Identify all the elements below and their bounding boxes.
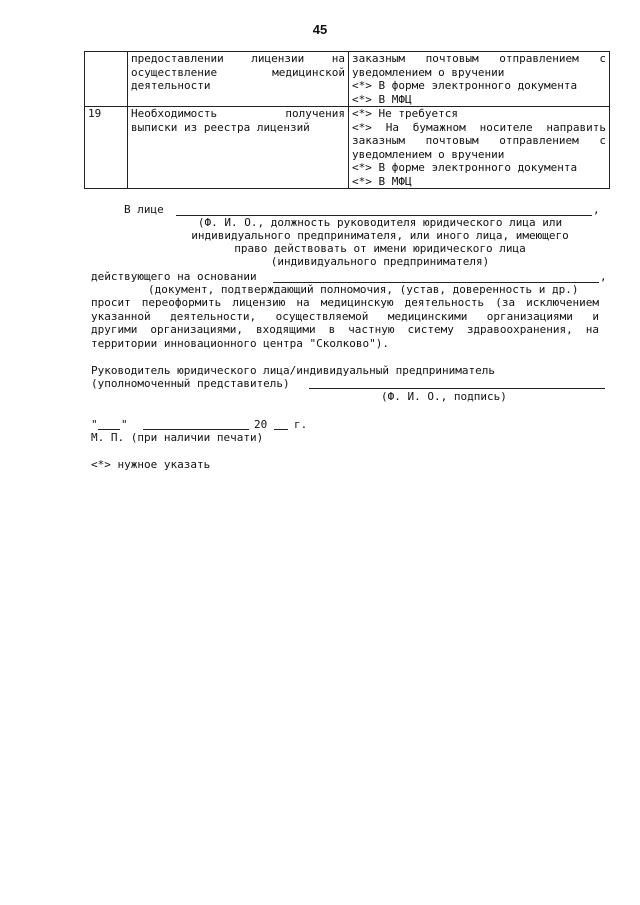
fio-caption-line: (Ф. И. О., должность руководителя юридического лица или bbox=[197, 216, 563, 229]
table-row bbox=[85, 52, 610, 107]
request-line: территории инновационного центра "Сколково"). bbox=[91, 336, 390, 350]
fio-caption-line: индивидуального предпринимателя, или иного лица, имеющего bbox=[191, 229, 569, 242]
item-line: выписки из реестра лицензий bbox=[131, 120, 310, 134]
option-line: <*> Не требуется bbox=[352, 107, 458, 120]
row-options bbox=[349, 107, 610, 189]
row-number bbox=[85, 52, 128, 107]
fio-caption-line: (индивидуального предпринимателя) bbox=[270, 255, 490, 268]
date-year-field[interactable] bbox=[274, 429, 288, 430]
basis-label: действующего на основании bbox=[91, 270, 257, 283]
signature-caption: (Ф. И. О., подпись) bbox=[381, 390, 507, 403]
request-paragraph bbox=[91, 296, 599, 350]
basis-caption: (документ, подтверждающий полномочия, (устав, доверенность и др.) bbox=[148, 283, 579, 296]
option-line: <*> В форме электронного документа bbox=[352, 79, 578, 92]
fio-caption-line: право действовать от имени юридического лица bbox=[234, 242, 526, 255]
table-row bbox=[85, 107, 610, 189]
signer-label: Руководитель юридического лица/индивидуальный предприниматель bbox=[91, 364, 495, 377]
option-line: уведомлением о вручении bbox=[352, 147, 505, 161]
option-line: <*> В форме электронного документа bbox=[352, 161, 578, 174]
date-quote-close: " bbox=[121, 418, 128, 431]
option-line: <*> В МФЦ bbox=[352, 174, 412, 188]
item-line: предоставлении лицензии на bbox=[131, 52, 345, 65]
comma: , bbox=[593, 203, 600, 216]
option-line: <*> В МФЦ bbox=[352, 92, 412, 106]
date-day-field[interactable] bbox=[98, 429, 120, 430]
row-number: 19 bbox=[85, 107, 128, 189]
comma: , bbox=[600, 270, 607, 283]
date-month-field[interactable] bbox=[143, 429, 249, 430]
date-quote-open: " bbox=[91, 418, 98, 431]
item-line: осуществление медицинской bbox=[131, 65, 345, 79]
signature-field[interactable] bbox=[309, 388, 605, 389]
in-person-label: В лице bbox=[124, 203, 164, 216]
row-item bbox=[128, 52, 349, 107]
option-line: <*> На бумажном носителе направить bbox=[352, 120, 606, 134]
date-year-prefix: 20 bbox=[254, 418, 268, 431]
item-line: Необходимость получения bbox=[131, 107, 345, 120]
option-line: заказным почтовым отправлением с bbox=[352, 52, 606, 65]
request-line: другими организациями, входящими в частную систему здравоохранения, на bbox=[91, 323, 599, 336]
page-number: 45 bbox=[312, 22, 328, 37]
signer-representative-label: (уполномоченный представитель) bbox=[91, 377, 290, 390]
services-table bbox=[84, 51, 610, 189]
row-options bbox=[349, 52, 610, 107]
stamp-note: М. П. (при наличии печати) bbox=[91, 431, 264, 444]
request-line: указанной деятельности, осуществляемой медицинскими организациями и bbox=[91, 309, 599, 323]
footnote: <*> нужное указать bbox=[91, 458, 211, 471]
date-suffix: г. bbox=[294, 418, 308, 431]
row-item bbox=[128, 107, 349, 189]
item-line: деятельности bbox=[131, 79, 211, 92]
request-line: просит переоформить лицензию на медицинскую деятельность (за исключением bbox=[91, 296, 599, 309]
option-line: уведомлением о вручении bbox=[352, 65, 505, 79]
option-line: заказным почтовым отправлением с bbox=[352, 134, 606, 147]
